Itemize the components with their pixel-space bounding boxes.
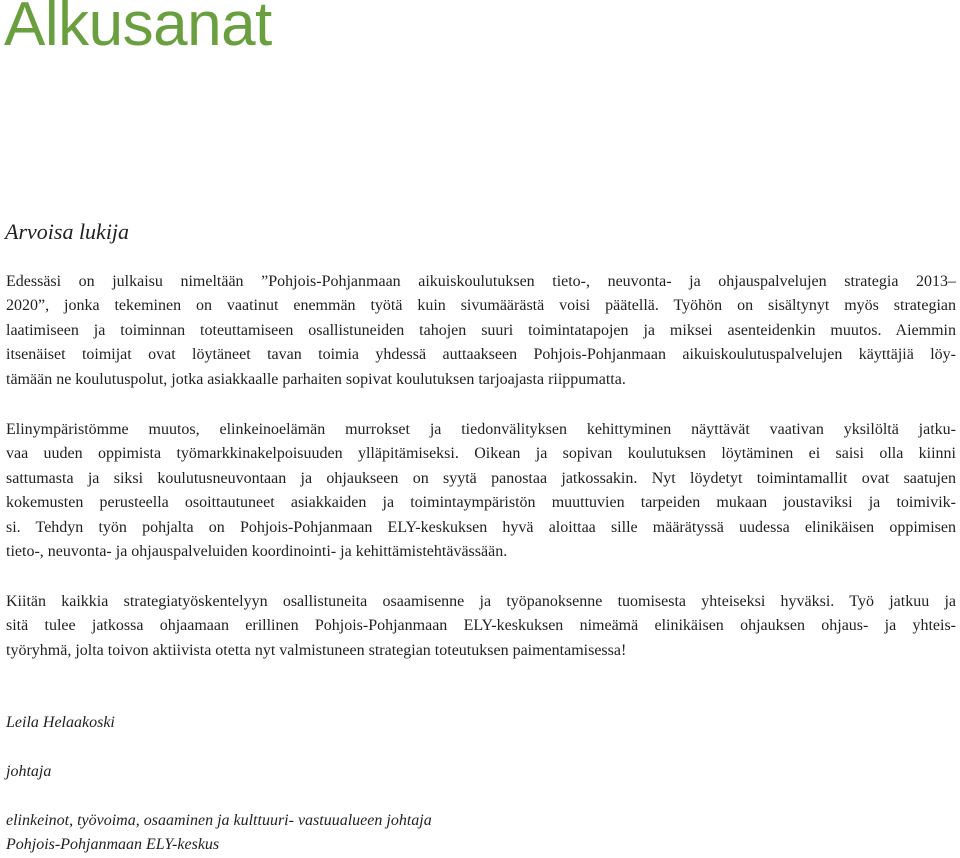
paragraph-line: laatimiseen ja toiminnan toteuttamiseen osallistuneiden tahojen suuri toimintatapojen ja miksei asenteidenkin muutos. Aiemmin (6, 321, 956, 339)
paragraph-line: sattumasta ja siksi koulutusneuvontaan ja ohjaukseen on syytä panostaa jatkossakin. Nyt löydetyt toimintamallit ovat saatujen (6, 469, 956, 487)
page-title: Alkusanat (4, 0, 272, 59)
paragraph-line: vaa uuden oppimista työmarkkinakelpoisuuden ylläpitämiseksi. Oikean ja sopivan koulutuksen löytäminen ei saisi olla kiinni (6, 445, 956, 463)
paragraph-2 (6, 418, 956, 564)
paragraph-line: sitä tulee jatkossa ohjaamaan erillinen Pohjois-Pohjanmaan ELY-keskuksen nimeämä elinikäisen ohjauksen ohjaus- ja yhteis- (6, 617, 956, 635)
paragraph-line: kokemusten perusteella osoittautuneet asiakkaiden ja toimintaympäristön muuttuvien tarpeiden mukaan joustaviksi ja toimivik- (6, 494, 956, 512)
paragraph-1 (6, 270, 956, 392)
signature-department: elinkeinot, työvoima, osaaminen ja kulttuuri- vastuualueen johtaja (6, 812, 432, 829)
paragraph-line: työryhmä, jolta toivon aktiivista otetta nyt valmistuneen strategian toteutuksen paimentamisessa! (6, 641, 627, 659)
paragraph-line: 2020”, jonka tekeminen on vaatinut enemmän työtä kuin sivumäärästä voisi päätellä. Työhön on sisältynyt myös strategian (6, 297, 956, 315)
paragraph-line: Kiitän kaikkia strategiatyöskentelyyn osallistuneita osaamisenne ja työpanoksenne tuomisesta yhteiseksi hyväksi. Työ jatkuu ja (6, 593, 956, 610)
paragraph-line: tieto-, neuvonta- ja ohjauspalveluiden koordinointi- ja kehittämistehtävässään. (6, 543, 508, 561)
paragraph-line: itsenäiset toimijat ovat löytäneet tavan toimia yhdessä auttaakseen Pohjois-Pohjanmaan aikuiskoulutuspalvelujen käyttäjiä löy- (6, 346, 956, 364)
signature-name: Leila Helaakoski (6, 714, 115, 731)
paragraph-line: si. Tehdyn työn pohjalta on Pohjois-Pohjanmaan ELY-keskuksen hyvä aloittaa sille määrätyssä uudessa elinikäisen oppimisen (6, 518, 956, 536)
signature-organization: Pohjois-Pohjanmaan ELY-keskus (6, 836, 220, 853)
paragraph-line: Edessäsi on julkaisu nimeltään ”Pohjois-Pohjanmaan aikuiskoulutuksen tieto-, neuvonta- ja ohjauspalvelujen strategia 2013– (6, 273, 956, 290)
greeting: Arvoisa lukija (5, 219, 130, 244)
paragraph-line: tämään ne koulutuspolut, jotka asiakkaalle parhaiten sopivat koulutuksen tarjoajasta riippumatta. (6, 370, 626, 388)
paragraph-line: Elinympäristömme muutos, elinkeinoelämän murrokset ja tiedonvälityksen kehittyminen näyttävät vaativan yksilöltä jatku- (6, 421, 956, 438)
paragraph-3 (6, 590, 956, 663)
signature-role: johtaja (6, 763, 52, 780)
